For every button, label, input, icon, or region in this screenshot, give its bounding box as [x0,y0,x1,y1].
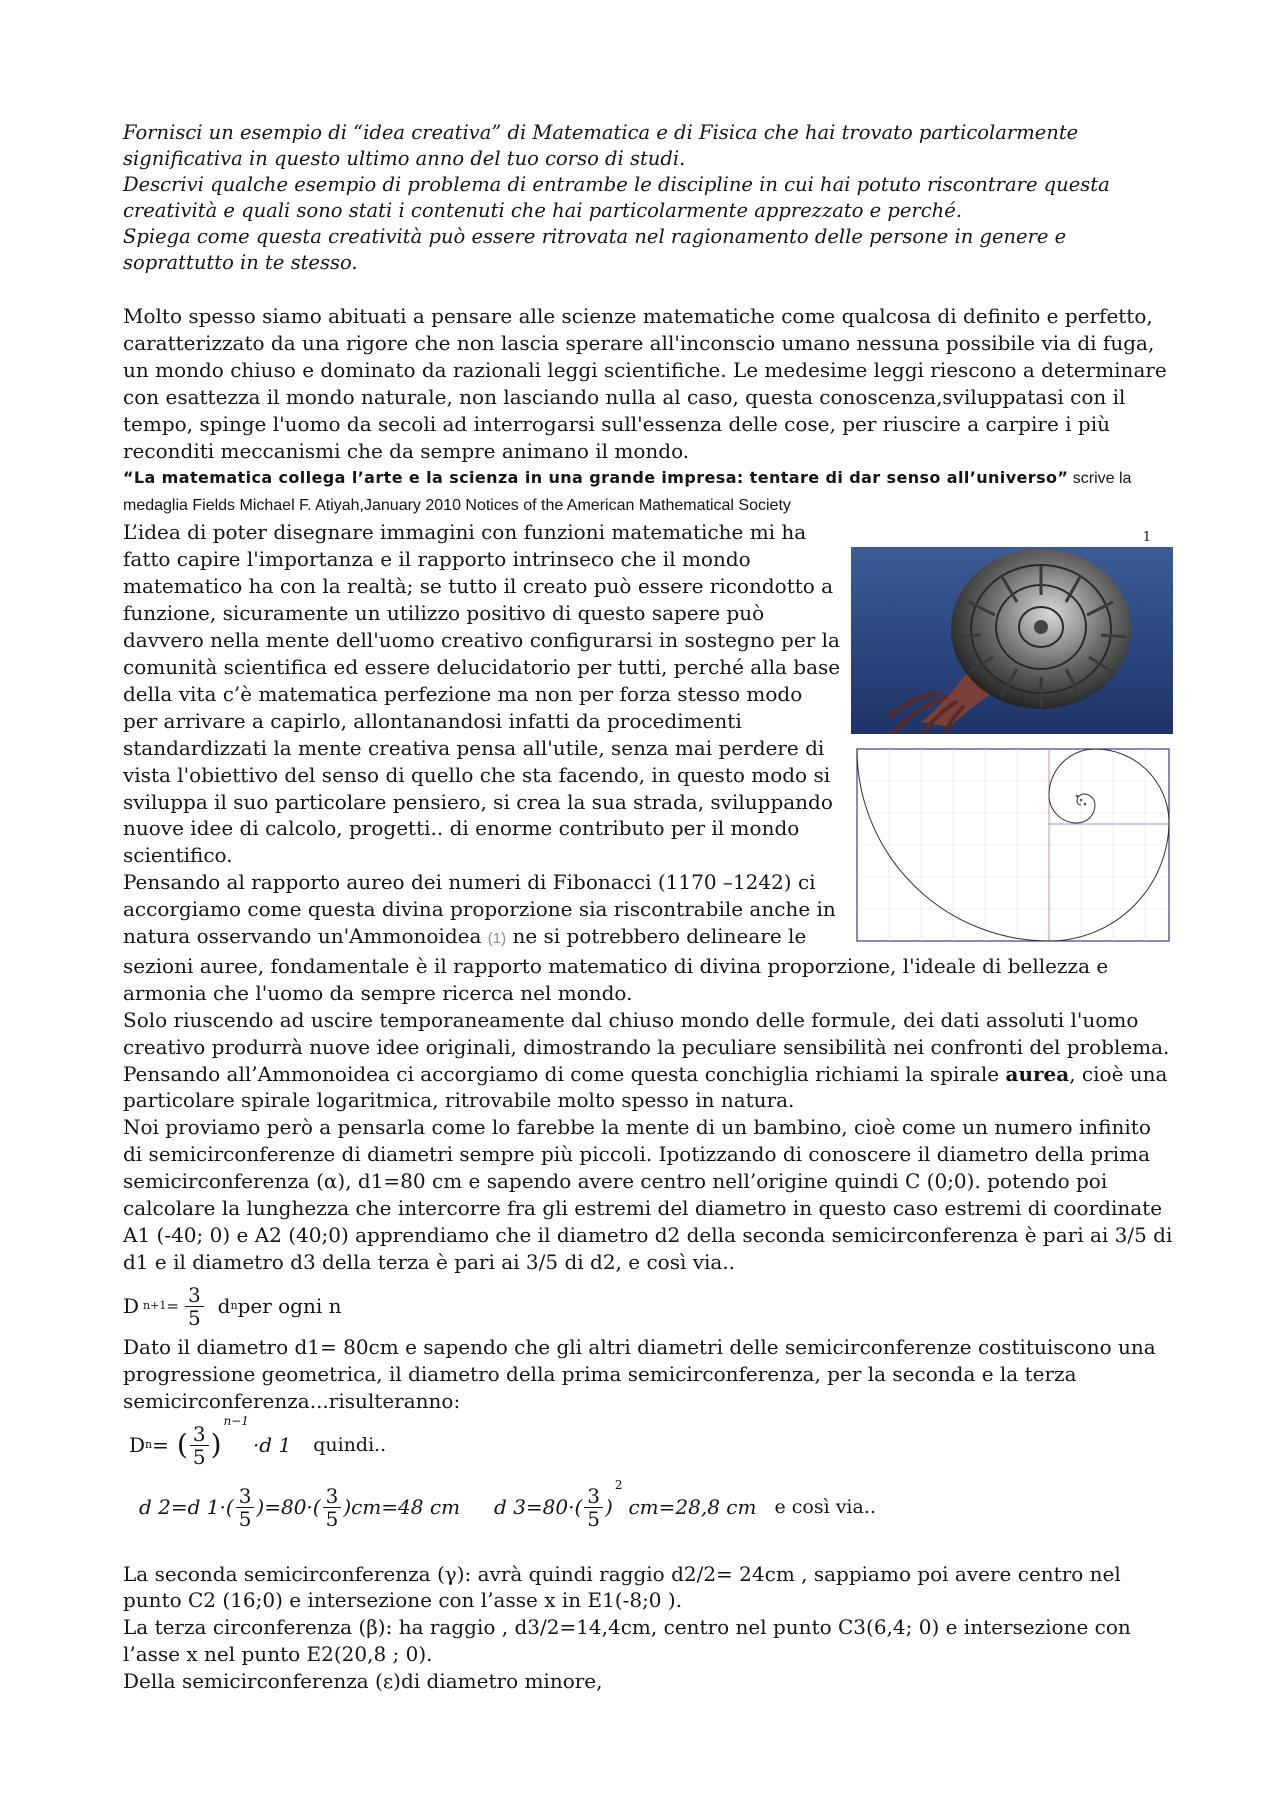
formula2-eq: = [152,1433,169,1458]
quote-text: “La matematica collega l’arte e la scienza in una grande impresa: tentare di dar senso all’universo” [123,468,1069,488]
formula3-frac2 [323,1485,342,1530]
formula3-frac3-den: 5 [587,1507,601,1532]
paragraph-second-semicircle: La seconda semicirconferenza (γ): avrà quindi raggio d2/2= 24cm , sappiamo poi avere centro nel punto C2 (16;0) e intersezione con l’asse x in E1(-8;0 ). [123,1561,1121,1613]
prompt-line-2: Descrivi qualche esempio di problema di entrambe le discipline in cui hai potuto riscontrare questa creatività e quali sono stati i contenuti che hai particolarmente apprezzato e perché. [123,173,1110,222]
paragraph-creativity: Solo riuscendo ad uscire temporaneamente dal chiuso mondo delle formule, dei dati assoluti l'uomo creativo produrrà nuove idee originali, dimostrando la peculiare sensibilità nei confronti del problema. [123,1007,1170,1059]
ammonoidea-text-a: Pensando all’Ammonoidea ci accorgiamo di come questa conchiglia richiami la spirale [123,1061,1006,1086]
paragraph-semicircles: Noi proviamo però a pensarla come lo farebbe la mente di un bambino, cioè come un numero infinito di semicirconferenze di diametri sempre più piccoli. Ipotizzando di conoscere il diametro della prima semicirconferenza (α), d1=80 cm e sapendo avere centro nell’origine quindi C (0;0). potendo poi calcolare la lunghezza che intercorre fra gli estremi del diametro in questo caso estremi di coordinate A1 (-40; 0) e A2 (40;0) apprendiamo che il diametro d2 della seconda semicirconferenza è pari ai 3/5 di d1 e il diametro d3 della terza è pari ai 3/5 di d2, e così via.. [123,1115,1173,1274]
formula-recurrence [123,1282,1173,1332]
formula2-num: 3 [190,1423,209,1446]
fibonacci-text-b: ne si potrebbero delineare le sezioni auree, fondamentale è il rapporto matematico di divina proporzione, l'ideale di bellezza e armonia che l'uomo da sempre ricerca nel mondo. [123,924,1109,1005]
formula3-frac2-num: 3 [323,1485,342,1508]
formula1-d: D [123,1294,140,1319]
formula3-d3-b: cm=28,8 cm [628,1495,757,1520]
formula2-tail: ·d 1 [252,1433,292,1458]
formula2-fraction [190,1423,209,1468]
golden-spiral-diagram [851,746,1173,946]
assignment-prompt [123,120,1173,276]
formula3-frac3-num: 3 [584,1485,603,1508]
formula-examples: d 2=d 1·( $\frac{3}{5}$ )=80·( $\frac{3}{5}$ )cm=48 cm d 3=80·( $\frac{3}{5}$ ) 2 cm=28,8 cm e così via.. [139,1477,1173,1539]
paragraph-smaller-semicircle: Della semicirconferenza (ε)di diametro minore, [123,1669,603,1694]
document-page [123,120,1173,1695]
paragraph-intro: Molto spesso siamo abituati a pensare alle scienze matematiche come qualcosa di definito e perfetto, caratterizzato da una rigore che non lascia sperare all'inconscio umano nessuna possibile via di fuga, un mondo chiuso e dominato da razionali leggi scientifiche. Le medesime leggi riescono a determinare con esattezza il mondo naturale, non lasciando nulla al caso, questa conoscenza,sviluppatasi con il tempo, spinge l'uomo da secoli ad interrogarsi sull'essenza delle cose, per riuscire a carpire i più reconditi meccanismi che da sempre animano il mondo. [123,304,1167,463]
formula3-d2-b: )=80·( [256,1495,321,1520]
figure-reference: (1) [487,930,507,948]
figure-column [851,530,1173,946]
formula2-d: D [129,1433,146,1458]
formula1-eq: = [166,1297,179,1316]
formula2-exponent: n−1 [223,1414,249,1429]
formula3-d2-c: )cm=48 cm [343,1495,461,1520]
fibonacci-text-a: Pensando al rapporto aureo dei numeri di Fibonacci (1170 –1242) ci accorgiamo come questa divina proporzione sia riscontrabile anche in natura osservando un'Ammonoidea [123,870,836,949]
formula3-d2-a: d 2=d 1·( [139,1495,234,1520]
ammonoidea-text-b: , cioè una particolare spirale logaritmica, ritrovabile molto spesso in natura. [123,1061,1168,1113]
formula3-frac1-den: 5 [238,1507,252,1532]
aurea-word: aurea [1005,1061,1070,1086]
paragraph-functions: L’idea di poter disegnare immagini con funzioni matematiche mi ha fatto capire l'importanza e il rapporto intrinseco che il mondo matematico ha con la realtà; se tutto il creato può essere ricondotto a funzione, sicuramente un utilizzo positivo di questo sapere può davvero nella mente dell'uomo creativo configurarsi in sostegno per la comunità scientifica ed essere delucidatorio per tutti, perché alla base della vita c’è matematica perfezione ma non per forza stesso modo per arrivare a capirlo, allontanandosi infatti da procedimenti standardizzati la mente creativa pensa all'utile, senza mai perdere di vista l'obiettivo del senso di quello che sta facendo, in questo modo si sviluppa il suo particolare pensiero, si crea la sua strada, sviluppando nuove idee di calcolo, progetti.. di enorme contributo per il mondo scientifico. [123,520,841,868]
formula3-exponent: 2 [614,1478,623,1493]
atiyah-quote [123,464,1173,519]
formula3-d3-a: d 3=80·( [494,1495,583,1520]
formula1-fraction [185,1284,204,1329]
formula1-dn: d [217,1294,231,1319]
formula1-tail: per ogni n [237,1294,342,1319]
paragraph-progression: Dato il diametro d1= 80cm e sapendo che gli altri diametri delle semicirconferenze costituiscono una progressione geometrica, il diametro della prima semicirconferenza, per la seconda e la terza semicirconferenza...risulteranno: [123,1334,1156,1413]
formula2-quindi: quindi.. [313,1434,387,1457]
ammonite-image [851,547,1173,734]
formula-general-term: D n = ( $\frac{3}{5}$ ) n−1 ·d 1 quindi.. [129,1415,1173,1477]
formula3-frac1 [236,1485,255,1530]
prompt-line-1: Fornisci un esempio di “idea creativa” di Matematica e di Fisica che hai trovato particolarmente significativa in questo ultimo anno del tuo corso di studi. [123,121,1079,170]
formula1-num: 3 [185,1284,204,1307]
formula3-frac3 [584,1485,603,1530]
formula3-frac2-den: 5 [325,1507,339,1532]
formula2-sub: n [145,1438,153,1452]
formula1-dn-sub: n [230,1299,238,1313]
shell-center [1034,620,1048,634]
formula2-den: 5 [192,1445,206,1470]
formula3-tail: e così via.. [774,1496,876,1519]
paragraph-ammonoidea [123,1061,1173,1115]
figure-number: 1 [1142,530,1151,546]
quote-attribution: scrive la medaglia Fields Michael F. Atiyah,January 2010 Notices of the American Mathematical Society [123,470,1132,515]
prompt-line-3: Spiega come questa creatività può essere ritrovata nel ragionamento delle persone in genere e soprattutto in te stesso. [123,225,1067,274]
formula1-sub: n+1 [143,1299,167,1313]
formula1-den: 5 [187,1306,201,1331]
formula3-frac1-num: 3 [236,1485,255,1508]
paragraph-third-semicircle: La terza circonferenza (β): ha raggio , d3/2=14,4cm, centro nel punto C3(6,4; 0) e intersezione con l’asse x nel punto E2(20,8 ; 0). [123,1615,1131,1667]
